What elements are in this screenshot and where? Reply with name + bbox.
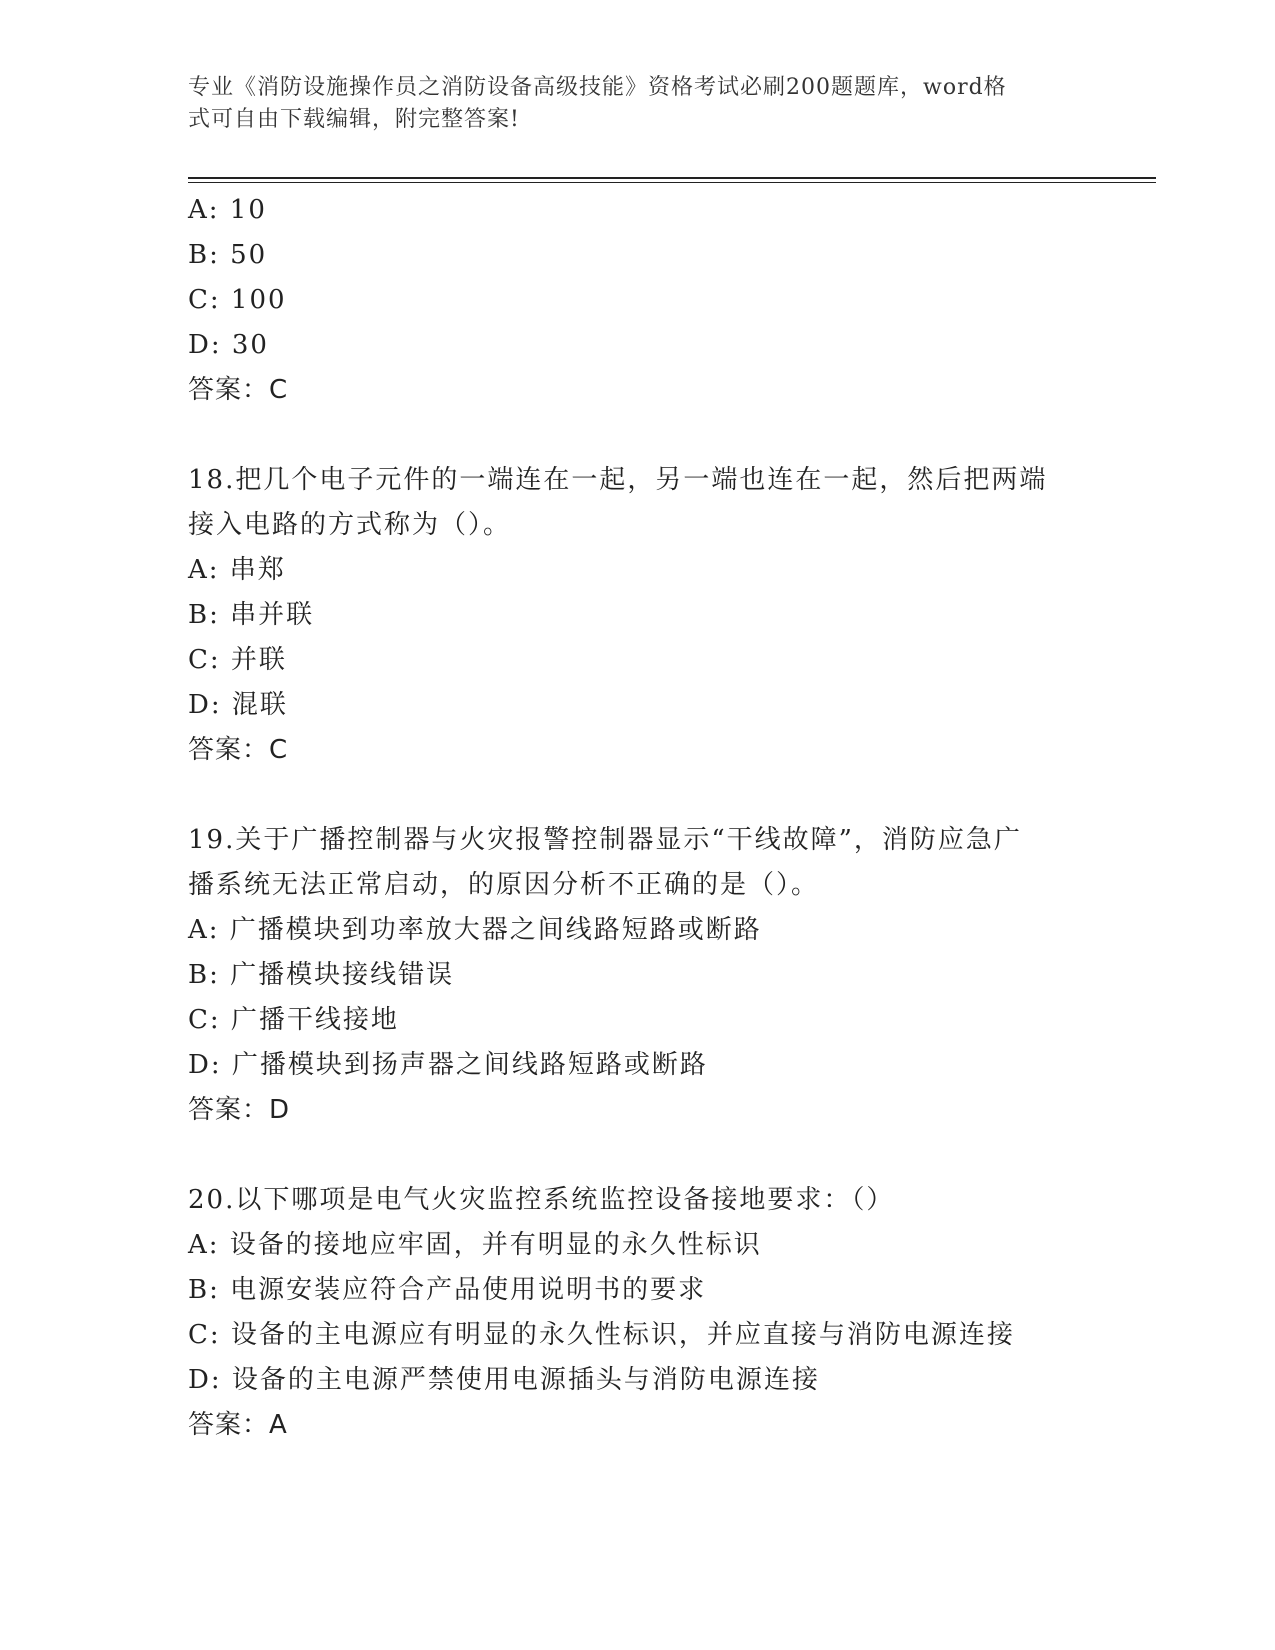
q19-option-b: B: 广播模块接线错误 <box>188 960 455 990</box>
q18-option-d: D: 混联 <box>188 690 288 720</box>
q19-stem-line-1: 19.关于广播控制器与火灾报警控制器显示“干线故障”，消防应急广 <box>188 825 1022 855</box>
q20-option-b: B: 电源安装应符合产品使用说明书的要求 <box>188 1275 707 1305</box>
q19-option-d: D: 广播模块到扬声器之间线路短路或断路 <box>188 1050 708 1080</box>
q19-option-c: C: 广播干线接地 <box>188 1005 399 1035</box>
q17-answer: 答案：C <box>188 375 289 405</box>
q19-option-a: A: 广播模块到功率放大器之间线路短路或断路 <box>188 915 762 945</box>
q18-option-a: A: 串郑 <box>188 555 286 585</box>
q18-stem-line-2: 接入电路的方式称为（）。 <box>188 510 512 540</box>
q18-option-c: C: 并联 <box>188 645 287 675</box>
header-divider-thick <box>188 177 1156 179</box>
header-line-2: 式可自由下载编辑，附完整答案! <box>188 107 520 132</box>
q20-answer: 答案：A <box>188 1410 288 1440</box>
q17-option-b: B: 50 <box>188 240 268 270</box>
q17-option-a: A: 10 <box>188 195 267 225</box>
header-line-1: 专业《消防设施操作员之消防设备高级技能》资格考试必刷200题题库，word格 <box>188 75 1007 100</box>
q20-option-a: A: 设备的接地应牢固，并有明显的永久性标识 <box>188 1230 762 1260</box>
q20-option-c: C: 设备的主电源应有明显的永久性标识，并应直接与消防电源连接 <box>188 1320 1015 1350</box>
q18-stem-line-1: 18.把几个电子元件的一端连在一起，另一端也连在一起，然后把两端 <box>188 465 1048 495</box>
q17-option-c: C: 100 <box>188 285 287 315</box>
header-divider-thin <box>188 182 1156 183</box>
document-header <box>188 72 1068 136</box>
q20-stem-line-1: 20.以下哪项是电气火灾监控系统监控设备接地要求：（） <box>188 1185 895 1215</box>
q18-answer: 答案：C <box>188 735 289 765</box>
q20-option-d: D: 设备的主电源严禁使用电源插头与消防电源连接 <box>188 1365 820 1395</box>
q18-option-b: B: 串并联 <box>188 600 315 630</box>
q19-stem-line-2: 播系统无法正常启动，的原因分析不正确的是（）。 <box>188 870 820 900</box>
q17-option-d: D: 30 <box>188 330 269 360</box>
q19-answer: 答案：D <box>188 1095 291 1125</box>
